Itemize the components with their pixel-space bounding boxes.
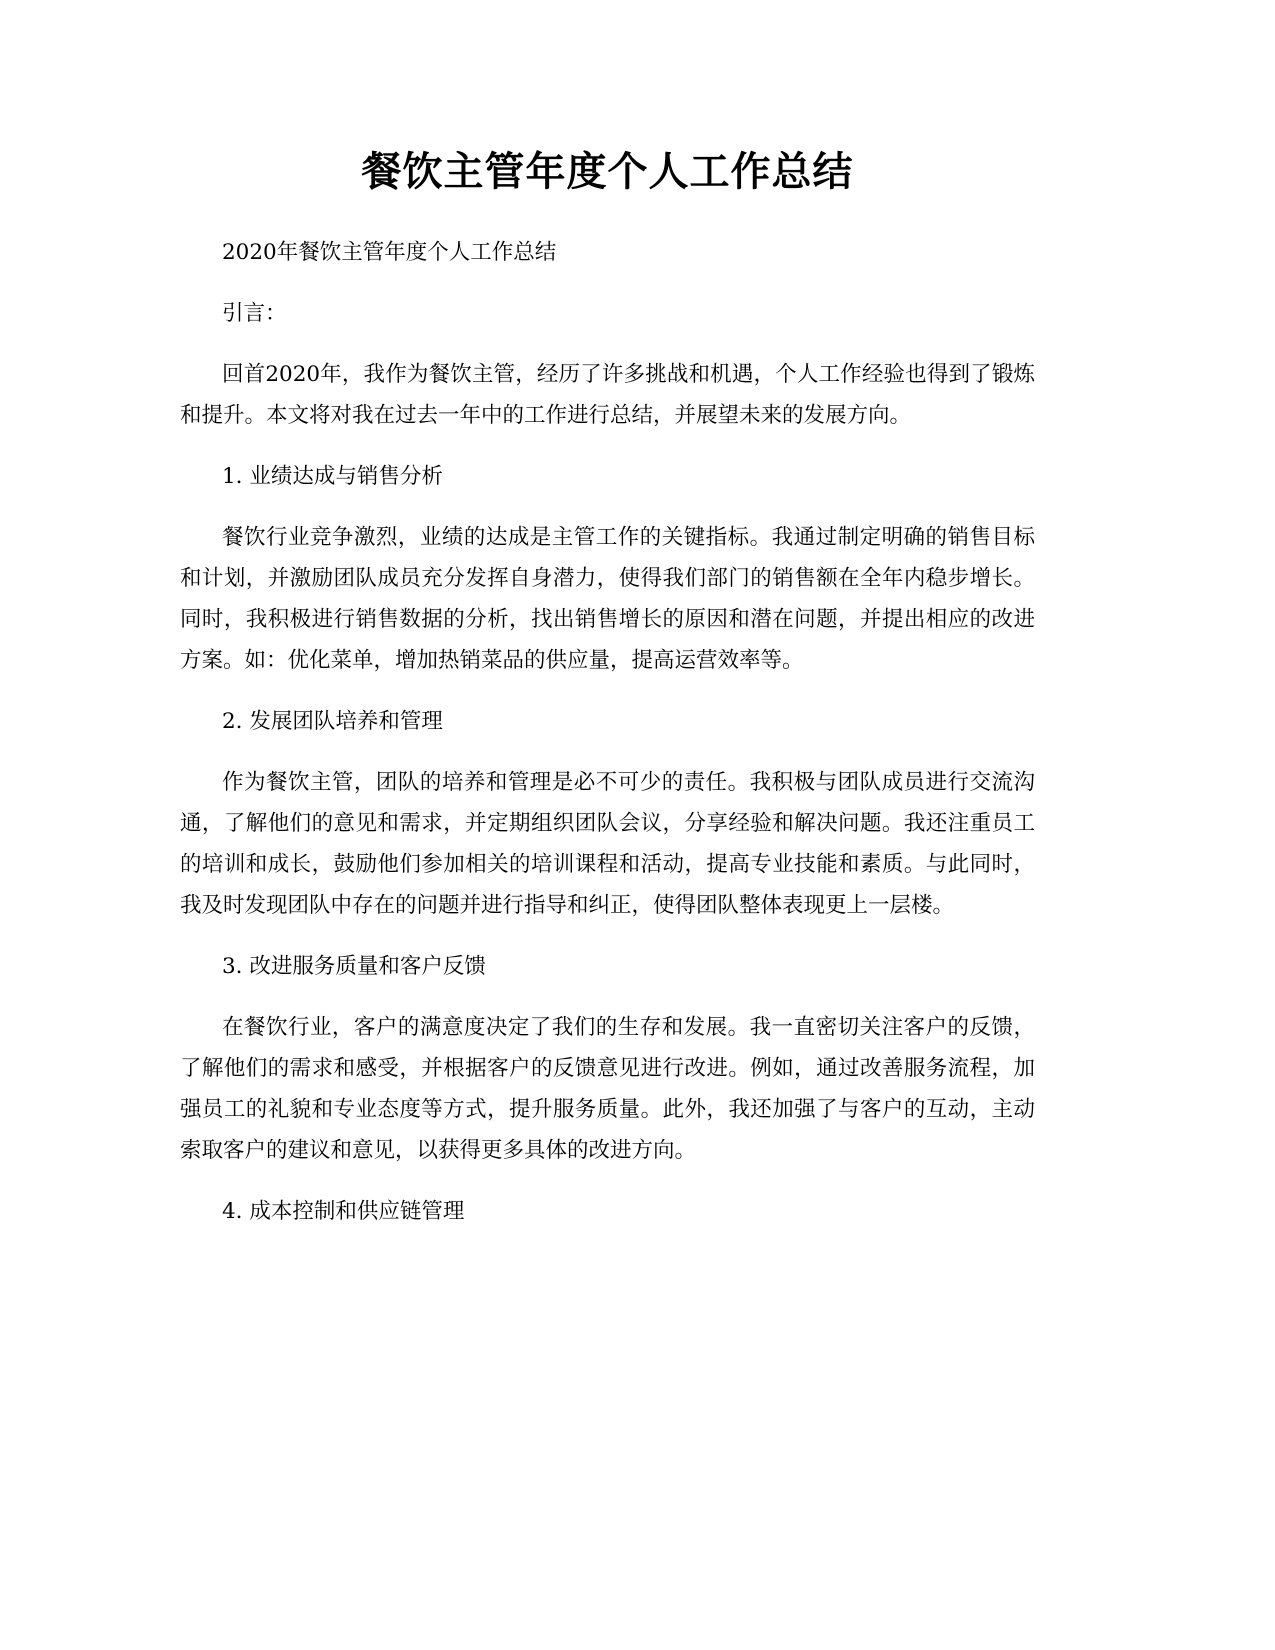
intro-heading: 引言： (222, 301, 287, 326)
section-2-paragraph: 作为餐饮主管，团队的培养和管理是必不可少的责任。我积极与团队成员进行交流沟通，了解他们的意见和需求，并定期组织团队会议，分享经验和解决问题。我还注重员工的培训和成长，鼓励他们参加相关的培训课程和活动，提高专业技能和素质。与此同时，我及时发现团队中存在的问题并进行指导和纠正，使得团队整体表现更上一层楼。 (180, 770, 1035, 918)
subtitle-paragraph: 2020年餐饮主管年度个人工作总结 (222, 240, 557, 265)
document-title: 餐饮主管年度个人工作总结 (361, 149, 854, 195)
document-body (180, 232, 1035, 1252)
intro-paragraph: 回首2020年，我作为餐饮主管，经历了许多挑战和机遇，个人工作经验也得到了锻炼和提升。本文将对我在过去一年中的工作进行总结，并展望未来的发展方向。 (180, 362, 1035, 428)
section-1-paragraph: 餐饮行业竞争激烈，业绩的达成是主管工作的关键指标。我通过制定明确的销售目标和计划，并激励团队成员充分发挥自身潜力，使得我们部门的销售额在全年内稳步增长。同时，我积极进行销售数据的分析，找出销售增长的原因和潜在问题，并提出相应的改进方案。如：优化菜单，增加热销菜品的供应量，提高运营效率等。 (180, 525, 1035, 673)
section-1-heading: 1. 业绩达成与销售分析 (222, 464, 443, 489)
section-3-paragraph: 在餐饮行业，客户的满意度决定了我们的生存和发展。我一直密切关注客户的反馈，了解他们的需求和感受，并根据客户的反馈意见进行改进。例如，通过改善服务流程，加强员工的礼貌和专业态度等方式，提升服务质量。此外，我还加强了与客户的互动，主动索取客户的建议和意见，以获得更多具体的改进方向。 (180, 1015, 1035, 1163)
section-2-heading: 2. 发展团队培养和管理 (222, 709, 443, 734)
section-4-heading: 4. 成本控制和供应链管理 (222, 1199, 465, 1224)
section-3-heading: 3. 改进服务质量和客户反馈 (222, 954, 486, 979)
